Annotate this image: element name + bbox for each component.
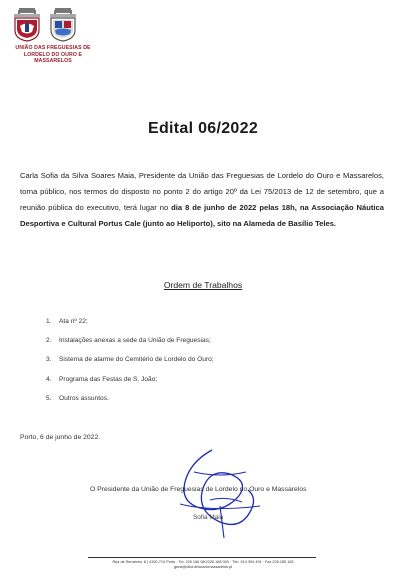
- agenda-item: [46, 356, 214, 375]
- org-name-line-1: UNIÃO DAS FREGUESIAS DE: [15, 45, 91, 51]
- agenda-item-text: Ata nº 22;: [59, 318, 88, 325]
- agenda-item-number: 1.: [46, 318, 52, 325]
- org-name-line-2: LORDELO DO OURO E MASSARELOS: [23, 51, 83, 65]
- agenda-item-text: Instalações anexas a sede da União de Freguesias;: [59, 337, 211, 345]
- header-logos: [12, 8, 78, 42]
- date-line: Porto, 6 de junho de 2022.: [20, 434, 101, 441]
- announcement-text: Carla Sofia da Silva Soares Maia, Presidente da União das Freguesias de Lordelo do Ouro e Massarelos, torna público, nos termos do disposto no ponto 2 do artigo 20º da Lei 75/2013 de 12 de setembro, que a reunião pública do executivo, terá lugar no: [20, 171, 384, 212]
- agenda-item-number: 2.: [46, 337, 52, 345]
- agenda-item: [46, 318, 214, 337]
- signer-role: O Presidente da União de Freguesias de Lordelo do Ouro e Massarelos: [90, 486, 307, 493]
- footer-email: geral@ufiordeloouromassarelos.pt: [173, 565, 233, 570]
- document-title: Edital 06/2022: [147, 120, 259, 137]
- footer-divider: [88, 557, 316, 558]
- agenda-item-number: 3.: [46, 356, 52, 364]
- announcement-bold-text: dia 8 de junho de 2022 pelas 18h, na Associação Náutica Desportiva e Cultural Portus Cale (junto ao Heliporto), sito na Alameda de Basílio Teles.: [20, 203, 384, 228]
- footer-address: Rua de Serralves, 8 | 4150-710 Porto · Tel. 226 166 940/226 168 000 · Tlm. 914 394 491 · Fax 226 185 163: [112, 560, 294, 564]
- agenda-item-number: 5.: [46, 394, 52, 402]
- coat-of-arms-lordelo-icon: [12, 8, 42, 42]
- agenda-item: [46, 376, 214, 395]
- coat-of-arms-massarelos-icon: [48, 8, 78, 42]
- agenda-item: [46, 337, 214, 356]
- footer-contact: [0, 560, 406, 570]
- signer-name: Sofia Maia: [193, 514, 224, 521]
- agenda-item-text: Outros assuntos.: [59, 394, 109, 402]
- announcement-paragraph: [20, 168, 384, 232]
- agenda-list: [46, 318, 214, 414]
- organization-name: [10, 45, 96, 65]
- agenda-item-text: Programa das Festas de S. João;: [59, 375, 158, 383]
- agenda-item-number: 4.: [46, 375, 52, 383]
- agenda-item-text: Sistema de alarme do Cemitério de Lordelo do Ouro;: [59, 356, 214, 364]
- agenda-item: [46, 395, 214, 414]
- agenda-heading: Ordem de Trabalhos: [163, 280, 243, 290]
